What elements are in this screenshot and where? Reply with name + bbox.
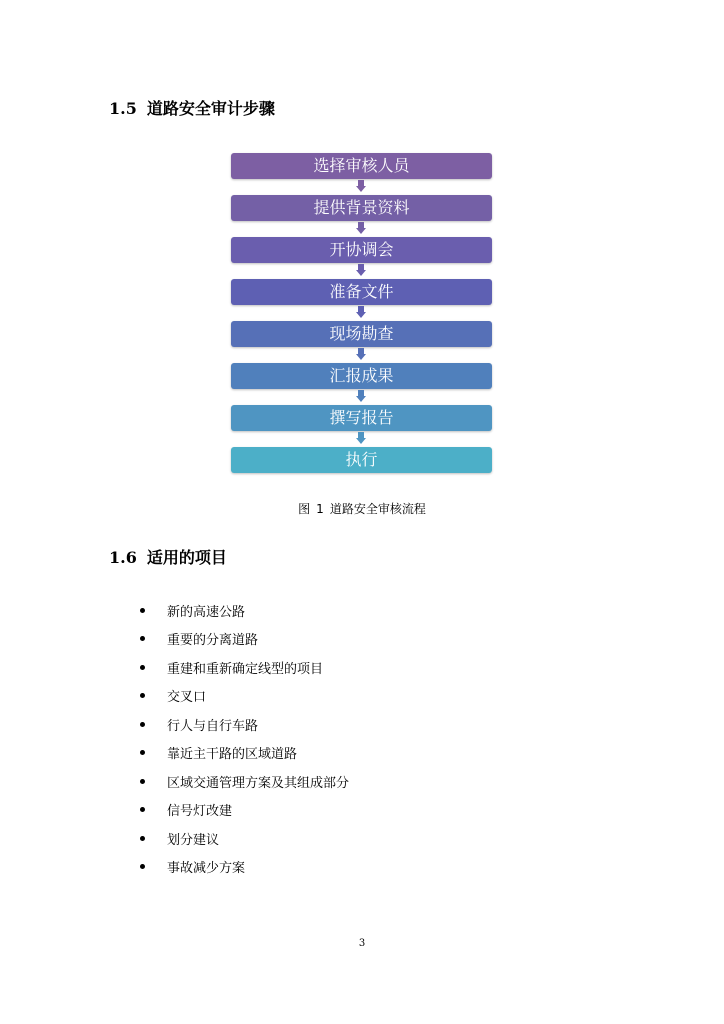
flow-step-write-report: 撰写报告: [231, 405, 492, 431]
list-item: 重要的分离道路: [138, 625, 349, 654]
section-title: 道路安全审计步骤: [146, 99, 275, 118]
section-number: 1.6: [109, 548, 137, 567]
flow-step-report-results: 汇报成果: [231, 363, 492, 389]
list-item: 新的高速公路: [138, 596, 349, 625]
list-item: 事故减少方案: [138, 853, 349, 882]
flow-arrow-icon: [231, 431, 492, 447]
bullet-icon: [140, 836, 145, 841]
flow-arrow-icon: [231, 221, 492, 237]
section-heading-1-6: [109, 545, 227, 568]
flow-step-site-inspection: 现场勘查: [231, 321, 492, 347]
bullet-icon: [140, 750, 145, 755]
section-heading-1-5: [109, 96, 275, 119]
section-title: 适用的项目: [146, 548, 227, 567]
bullet-icon: [140, 636, 145, 641]
caption-text: 道路安全审核流程: [329, 502, 426, 516]
list-item: 重建和重新确定线型的项目: [138, 653, 349, 682]
figure-caption: [0, 500, 724, 517]
flow-step-background-info: 提供背景资料: [231, 195, 492, 221]
bullet-icon: [140, 608, 145, 613]
flow-arrow-icon: [231, 263, 492, 279]
flow-arrow-icon: [231, 389, 492, 405]
caption-number: 1: [316, 502, 324, 516]
applicable-projects-list: [138, 596, 349, 881]
bullet-icon: [140, 665, 145, 670]
list-item: 信号灯改建: [138, 796, 349, 825]
bullet-icon: [140, 779, 145, 784]
audit-flowchart: [231, 153, 492, 473]
page-number: 3: [358, 938, 366, 949]
list-item: 区域交通管理方案及其组成部分: [138, 767, 349, 796]
caption-prefix: 图: [298, 502, 311, 516]
flow-step-select-auditors: 选择审核人员: [231, 153, 492, 179]
bullet-icon: [140, 722, 145, 727]
bullet-icon: [140, 807, 145, 812]
flow-step-prepare-documents: 准备文件: [231, 279, 492, 305]
flow-arrow-icon: [231, 179, 492, 195]
flow-step-execute: 执行: [231, 447, 492, 473]
flow-arrow-icon: [231, 347, 492, 363]
flow-step-coordination-meeting: 开协调会: [231, 237, 492, 263]
bullet-icon: [140, 693, 145, 698]
list-item: 行人与自行车路: [138, 710, 349, 739]
flow-arrow-icon: [231, 305, 492, 321]
list-item: 划分建议: [138, 824, 349, 853]
bullet-icon: [140, 864, 145, 869]
list-item: 交叉口: [138, 682, 349, 711]
section-number: 1.5: [109, 99, 137, 118]
list-item: 靠近主干路的区域道路: [138, 739, 349, 768]
